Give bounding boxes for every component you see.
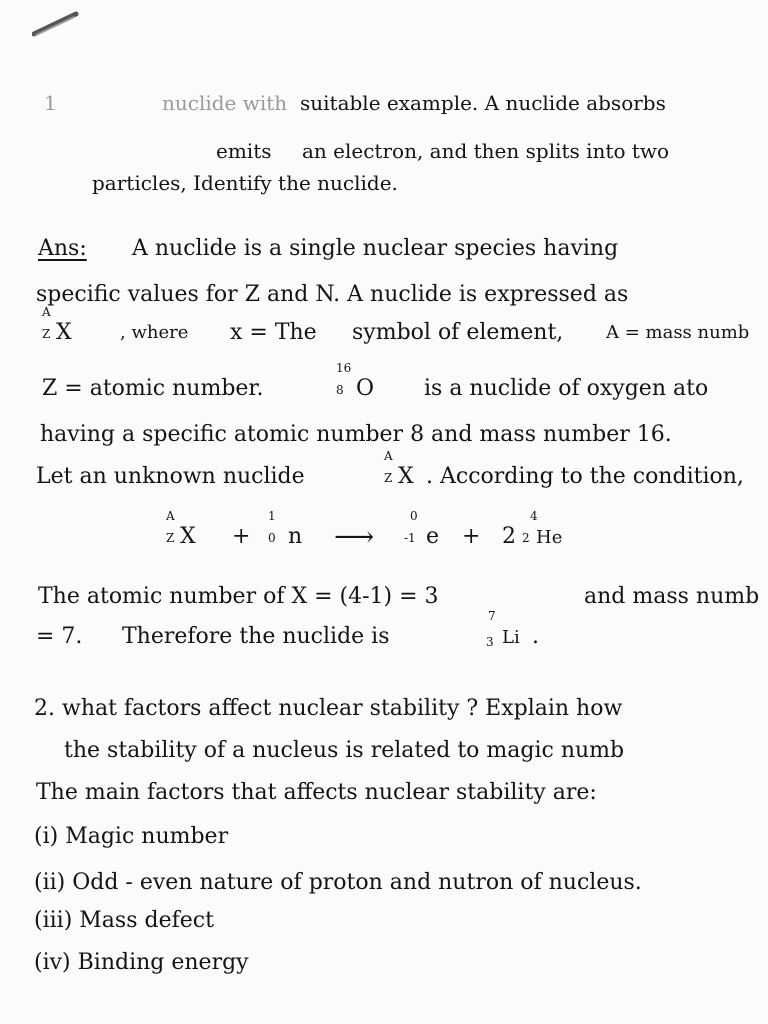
answer1-line3-symbol: symbol of element, (352, 320, 564, 345)
nuclide-notation-ax (42, 305, 72, 350)
nuclear-equation (0, 509, 768, 554)
equation-plus-2: + (462, 524, 481, 549)
answer1-line3-x-the: x = The (230, 320, 317, 345)
oxygen-symbol: O (356, 376, 375, 401)
helium-symbol: He (536, 527, 563, 548)
oxygen-atomic-number: 8 (336, 383, 344, 397)
factor-item-4: (iv) Binding energy (34, 950, 249, 975)
equation-lhs-mass: A (166, 509, 175, 523)
answer1-line1 (0, 232, 768, 266)
equation-lhs-symbol: X (180, 524, 196, 549)
equation-plus-1: + (232, 524, 251, 549)
ax-mass-number: A (42, 305, 51, 319)
answer1-line1-text: A nuclide is a single nuclear species having (132, 236, 619, 261)
answer1-line8-mass: and mass numb (584, 584, 760, 609)
equation-lhs-nuclide (166, 509, 196, 554)
answer1-line3-where: , where (120, 322, 189, 343)
question1-line2-b: an electron, and then splits into two (302, 139, 670, 163)
question1-line3 (0, 166, 768, 200)
answer1-line9-therefore: Therefore the nuclide is (122, 624, 390, 649)
answer1-line5 (0, 418, 768, 452)
list-item (0, 866, 768, 900)
list-item (0, 904, 768, 938)
answer1-line4-atomic: Z = atomic number. (42, 376, 264, 401)
question2-line2 (0, 734, 768, 768)
answer1-line3 (0, 305, 768, 350)
ax-symbol: X (56, 320, 72, 345)
list-item (0, 946, 768, 980)
answer2-intro-text: The main factors that affects nuclear stability are: (36, 780, 597, 805)
answer1-line5-text: having a specific atomic number 8 and mass number 16. (40, 422, 672, 447)
equation-arrow-icon: ⟶ (334, 520, 375, 553)
factor-item-2: (ii) Odd - even nature of proton and nutron of nucleus. (34, 870, 642, 895)
lithium-charge: 3 (486, 635, 494, 649)
oxygen-nuclide (336, 361, 375, 406)
lithium-period: . (532, 624, 539, 649)
question2-line2-text: the stability of a nucleus is related to magic numb (64, 738, 625, 763)
electron-charge: -1 (404, 531, 416, 545)
answer1-line6-text: Let an unknown nuclide (36, 464, 305, 489)
oxygen-mass-number: 16 (336, 361, 352, 375)
helium-mass: 4 (530, 509, 538, 523)
ax-atomic-number: Z (42, 327, 51, 341)
lithium-nuclide (486, 609, 520, 655)
neutron-charge: 0 (268, 531, 276, 545)
neutron-symbol: n (288, 524, 303, 549)
electron-mass: 0 (410, 509, 418, 523)
equation-lhs-charge: Z (166, 531, 175, 545)
answer1-line3-mass: A = mass numb (606, 322, 750, 343)
answer2-intro (0, 776, 768, 810)
factor-item-3: (iii) Mass defect (34, 908, 214, 933)
equation-neutron (268, 509, 303, 554)
helium-charge: 2 (522, 531, 530, 545)
lithium-mass: 7 (488, 609, 496, 623)
question1-line2 (0, 134, 768, 168)
answer1-line9-seven: = 7. (36, 624, 83, 649)
unknown-nuclide (384, 449, 414, 494)
unknown-symbol: X (398, 464, 414, 489)
factor-item-1: (i) Magic number (34, 824, 229, 849)
electron-symbol: e (426, 524, 440, 549)
list-item (0, 820, 768, 854)
equation-electron (404, 509, 440, 554)
question1-line1-a: nuclide with (162, 91, 288, 115)
answer1-line9 (0, 609, 768, 654)
answer1-line8 (0, 580, 768, 614)
question1-number: 1 (44, 91, 57, 115)
lithium-symbol: Li (502, 627, 520, 648)
question1-line3: particles, Identify the nuclide. (92, 171, 398, 195)
question2-line1-text: 2. what factors affect nuclear stability ? Explain how (34, 696, 623, 721)
unknown-mass-number: A (384, 449, 393, 463)
question1-line2-a: emits (216, 139, 272, 163)
answer1-line4 (0, 361, 768, 406)
answer1-line4-rest: is a nuclide of oxygen ato (424, 376, 709, 401)
equation-helium (522, 509, 563, 555)
unknown-atomic-number: Z (384, 471, 393, 485)
answer1-line6-condition: . According to the condition, (426, 464, 744, 489)
pen-mark-icon (32, 8, 80, 38)
answer1-line2-text: specific values for Z and N. A nuclide is expressed as (36, 282, 629, 307)
alpha-coefficient: 2 (502, 524, 516, 549)
answer1-label: Ans: (38, 236, 87, 261)
neutron-mass: 1 (268, 509, 276, 523)
answer1-line8-text: The atomic number of X = (4-1) = 3 (38, 584, 439, 609)
question2-line1 (0, 692, 768, 726)
answer1-line2 (0, 278, 768, 312)
answer1-line6 (0, 449, 768, 494)
question1-line1 (0, 86, 768, 120)
question1-line1-b: suitable example. A nuclide absorbs (300, 91, 666, 115)
